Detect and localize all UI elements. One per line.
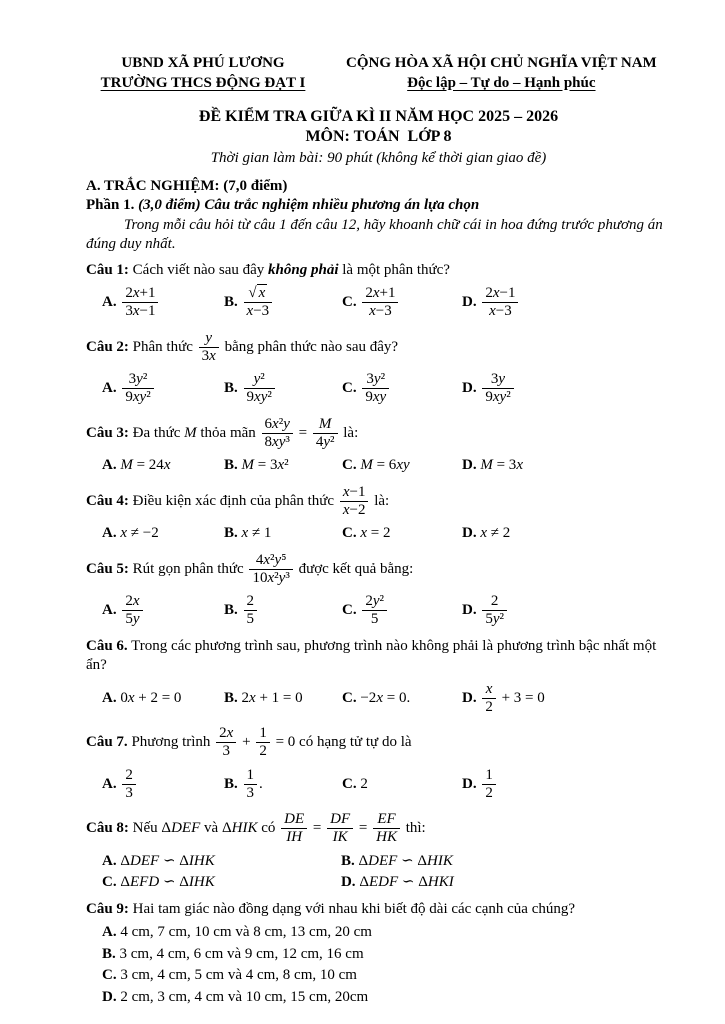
option-content: 3 cm, 4 cm, 5 cm và 4 cm, 8 cm, 10 cm bbox=[120, 967, 357, 983]
option-key: D. bbox=[462, 294, 477, 311]
option-key: D. bbox=[462, 602, 477, 619]
option-D bbox=[462, 283, 671, 323]
option-key: A. bbox=[102, 380, 117, 397]
option-key: B. bbox=[224, 689, 238, 706]
option-C bbox=[342, 688, 462, 710]
question-6 bbox=[86, 637, 671, 719]
option-key: B. bbox=[224, 294, 238, 311]
question-text bbox=[86, 329, 671, 367]
option-key: D. bbox=[462, 689, 477, 706]
option-content: ΔDEF ∽ ΔHIK bbox=[358, 852, 453, 869]
option-B bbox=[341, 851, 671, 873]
question-1 bbox=[86, 261, 671, 323]
exam-duration: Thời gian làm bài: 90 phút (không kể thời gian giao đề) bbox=[210, 150, 547, 166]
options bbox=[86, 283, 671, 323]
question-7 bbox=[86, 724, 671, 804]
option-B bbox=[224, 591, 342, 631]
option-key: B. bbox=[224, 602, 238, 619]
option-content: 2 bbox=[360, 775, 368, 792]
fraction: $\frac{2}{5}$ bbox=[244, 593, 258, 629]
option-B bbox=[224, 369, 342, 409]
question-label: Câu 9: bbox=[86, 900, 129, 917]
options bbox=[86, 369, 671, 409]
fraction: $\frac{2}{3}$ bbox=[122, 767, 136, 803]
fraction: $\frac{2x+1}{3x-1}$ bbox=[122, 285, 158, 321]
option-A bbox=[102, 591, 224, 631]
question-label: Câu 4: bbox=[86, 492, 129, 509]
part1-heading: Phần 1. (3,0 điểm) Câu trắc nghiệm nhiều phương án lựa chọn bbox=[86, 197, 480, 213]
fraction: $\frac{x-1}{x-2}$ bbox=[340, 484, 369, 520]
question-statement: Rút gọn phân thức $\frac{\text{4x²y⁵}}{\text{10x²y³}}$ được kết quả bằng: bbox=[132, 551, 414, 586]
option-key: C. bbox=[342, 294, 357, 311]
option-C bbox=[342, 283, 462, 323]
question-text bbox=[86, 810, 671, 848]
option-content bbox=[480, 285, 520, 320]
option-content: 3 cm, 4 cm, 6 cm và 9 cm, 12 cm, 16 cm bbox=[119, 945, 364, 962]
option-C bbox=[342, 369, 462, 409]
question-statement: Đa thức M thỏa mãn $\frac{\text{6x²y}}{\text{8xy³}}$ = $\frac{M}{\text{4y²}}$ là: bbox=[132, 415, 359, 450]
option-key: C. bbox=[342, 525, 357, 541]
exam-title-block bbox=[86, 107, 671, 169]
option-content: x = 2 bbox=[360, 525, 391, 541]
option-content bbox=[360, 285, 400, 320]
option-D bbox=[341, 872, 671, 894]
option-content bbox=[242, 593, 260, 628]
fraction: $\frac{\text{4x²y⁵}}{\text{10x²y³}}$ bbox=[249, 552, 292, 588]
question-text bbox=[86, 724, 671, 762]
options bbox=[86, 851, 671, 894]
option-D bbox=[462, 523, 671, 545]
fraction: $\frac{\text{3y²}}{\text{9xy²}}$ bbox=[122, 371, 153, 407]
fraction: $\frac{DF}{IK}$ bbox=[327, 811, 353, 847]
option-key: C. bbox=[102, 874, 117, 890]
exam-title: ĐỀ KIỂM TRA GIỮA KÌ II NĂM HỌC 2025 – 2026 bbox=[198, 108, 559, 125]
option-key: B. bbox=[102, 945, 116, 962]
option-content bbox=[120, 285, 160, 320]
national-header bbox=[332, 54, 671, 93]
question-8 bbox=[86, 810, 671, 894]
option-content: $\frac{x}{2}$ + 3 = 0 bbox=[480, 690, 544, 706]
question-text bbox=[86, 900, 671, 920]
option-content: ΔEDF ∽ ΔHKI bbox=[359, 874, 454, 890]
option-B bbox=[224, 283, 342, 323]
fraction: $\frac{DE}{IH}$ bbox=[281, 811, 307, 847]
option-D bbox=[462, 455, 671, 477]
option-content: x ≠ −2 bbox=[120, 525, 159, 541]
option-A bbox=[102, 765, 224, 805]
question-label: Câu 8: bbox=[86, 820, 129, 837]
options bbox=[86, 523, 671, 545]
option-key: C. bbox=[342, 380, 357, 397]
option-key: A. bbox=[102, 852, 117, 869]
option-content: 0x + 2 = 0 bbox=[120, 689, 182, 706]
school-name: TRƯỜNG THCS ĐỘNG ĐẠT I bbox=[100, 74, 306, 91]
option-content: M = 24x bbox=[120, 457, 171, 473]
question-text bbox=[86, 415, 671, 453]
option-key: A. bbox=[102, 525, 117, 541]
question-text bbox=[86, 551, 671, 589]
option-key: D. bbox=[462, 457, 477, 473]
option-content bbox=[480, 593, 509, 628]
fraction: $\frac{2x-1}{x-3}$ bbox=[482, 285, 518, 321]
question-statement: Nếu ΔDEF và ΔHIK có $\frac{DE}{IH}$ = $\frac{DF}{IK}$ = $\frac{EF}{HK}$ thì: bbox=[132, 811, 426, 846]
option-key: A. bbox=[102, 602, 117, 619]
fraction: $\frac{2x}{5y}$ bbox=[122, 593, 142, 629]
fraction: $\frac{1}{2}$ bbox=[482, 767, 496, 803]
option-key: C. bbox=[342, 457, 357, 473]
option-content bbox=[242, 285, 275, 320]
option-key: A. bbox=[102, 457, 117, 473]
option-key: C. bbox=[102, 967, 117, 983]
national-motto: Độc lập – Tự do – Hạnh phúc bbox=[407, 74, 596, 91]
question-4 bbox=[86, 483, 671, 545]
option-content: M = 3x² bbox=[241, 457, 289, 473]
option-key: C. bbox=[342, 775, 357, 792]
option-D bbox=[102, 987, 671, 1009]
question-statement: Cách viết nào sau đây không phải là một phân thức? bbox=[132, 261, 450, 278]
option-C bbox=[342, 774, 462, 796]
question-statement: Trong các phương trình sau, phương trình nào không phải là phương trình bậc nhất một ẩn? bbox=[86, 637, 657, 673]
fraction: $\frac{2x}{3}$ bbox=[216, 725, 236, 761]
option-key: B. bbox=[224, 457, 238, 473]
option-key: D. bbox=[462, 525, 477, 541]
option-B bbox=[224, 455, 342, 477]
fraction: $\frac{EF}{HK}$ bbox=[373, 811, 400, 847]
option-key: C. bbox=[342, 689, 357, 706]
option-key: D. bbox=[462, 380, 477, 397]
issuing-organization bbox=[86, 54, 320, 93]
section-a-heading: A. TRẮC NGHIỆM: (7,0 điểm) bbox=[86, 177, 288, 194]
option-A bbox=[102, 455, 224, 477]
option-content: $\frac{1}{3}$ . bbox=[242, 776, 263, 792]
option-content bbox=[120, 371, 155, 406]
option-key: A. bbox=[102, 689, 117, 706]
option-C bbox=[102, 872, 341, 894]
fraction: $\frac{1}{2}$ bbox=[256, 725, 270, 761]
exam-subject: MÔN: TOÁN LỚP 8 bbox=[305, 128, 452, 145]
option-A bbox=[102, 369, 224, 409]
option-C bbox=[342, 591, 462, 631]
option-A bbox=[102, 523, 224, 545]
question-text bbox=[86, 483, 671, 521]
square-root: √ x bbox=[248, 285, 266, 301]
question-label: Câu 7. bbox=[86, 734, 128, 751]
option-key: B. bbox=[224, 380, 238, 397]
option-key: B. bbox=[224, 525, 238, 541]
question-5 bbox=[86, 551, 671, 631]
option-key: D. bbox=[102, 988, 117, 1005]
option-A bbox=[102, 283, 224, 323]
document-header bbox=[86, 54, 671, 93]
fraction: $\frac{1}{3}$ bbox=[244, 767, 258, 803]
options bbox=[86, 591, 671, 631]
question-text bbox=[86, 637, 671, 676]
fraction: $\frac{\text{2y²}}{5}$ bbox=[362, 593, 387, 629]
option-content: ΔDEF ∽ ΔIHK bbox=[120, 852, 215, 869]
fraction: $\frac{\text{y²}}{\text{9xy²}}$ bbox=[244, 371, 275, 407]
option-A bbox=[102, 688, 224, 710]
questions-list bbox=[86, 261, 671, 1009]
question-statement: Phương trình $\frac{2x}{3}$ + $\frac{1}{2}$ = 0 có hạng tử tự do là bbox=[131, 725, 412, 760]
option-key: A. bbox=[102, 924, 117, 940]
fraction: $\frac{√ x}{x-3}$ bbox=[244, 285, 273, 321]
section-a bbox=[86, 177, 671, 255]
option-key: A. bbox=[102, 294, 117, 311]
question-text bbox=[86, 261, 671, 281]
option-B bbox=[224, 523, 342, 545]
fraction: $\frac{\text{6x²y}}{\text{8xy³}}$ bbox=[262, 416, 293, 452]
option-content bbox=[480, 371, 515, 406]
fraction: $\frac{2}{\text{5y²}}$ bbox=[482, 593, 507, 629]
option-key: B. bbox=[224, 775, 238, 792]
question-9 bbox=[86, 900, 671, 1009]
option-content bbox=[360, 593, 389, 628]
option-key: C. bbox=[342, 602, 357, 619]
options bbox=[86, 455, 671, 477]
national-title: CỘNG HÒA XÃ HỘI CHỦ NGHĨA VIỆT NAM bbox=[345, 55, 657, 71]
option-key: A. bbox=[102, 775, 117, 792]
option-content: 2 cm, 3 cm, 4 cm và 10 cm, 15 cm, 20cm bbox=[120, 988, 369, 1005]
option-C bbox=[342, 455, 462, 477]
question-2 bbox=[86, 329, 671, 409]
question-label: Câu 1: bbox=[86, 261, 129, 278]
option-content: x ≠ 1 bbox=[241, 525, 272, 541]
question-label: Câu 3: bbox=[86, 424, 129, 441]
option-key: D. bbox=[340, 874, 356, 890]
fraction: $\frac{3y}{\text{9xy²}}$ bbox=[482, 371, 513, 407]
option-A bbox=[102, 922, 671, 944]
option-B bbox=[102, 944, 671, 966]
question-statement: Phân thức $\frac{y}{3x}$ bằng phân thức nào sau đây? bbox=[132, 329, 399, 364]
option-content bbox=[360, 371, 391, 406]
option-D bbox=[462, 765, 671, 805]
fraction: $\frac{\text{3y²}}{9xy}$ bbox=[362, 371, 389, 407]
option-key: B. bbox=[340, 852, 355, 869]
fraction: $\frac{y}{3x}$ bbox=[199, 330, 219, 366]
option-B bbox=[224, 688, 342, 710]
option-content: −2x = 0. bbox=[360, 689, 411, 706]
option-content bbox=[242, 371, 277, 406]
options bbox=[86, 922, 671, 1008]
option-key: D. bbox=[462, 775, 477, 792]
question-3 bbox=[86, 415, 671, 477]
option-content: 4 cm, 7 cm, 10 cm và 8 cm, 13 cm, 20 cm bbox=[120, 924, 372, 940]
option-A bbox=[102, 851, 341, 873]
option-content: x ≠ 2 bbox=[480, 525, 511, 541]
option-content bbox=[120, 593, 144, 628]
options bbox=[86, 765, 671, 805]
option-D bbox=[462, 369, 671, 409]
fraction: $\frac{M}{\text{4y²}}$ bbox=[313, 416, 338, 452]
option-content: 2x + 1 = 0 bbox=[241, 689, 303, 706]
option-content: M = 6xy bbox=[360, 457, 410, 473]
option-content bbox=[120, 766, 138, 801]
instructions: Trong mỗi câu hỏi từ câu 1 đến câu 12, hãy khoanh chữ cái in hoa đứng trước phương án đúng duy nhất. bbox=[86, 216, 663, 252]
option-C bbox=[102, 965, 671, 987]
option-D bbox=[462, 679, 671, 719]
option-D bbox=[462, 591, 671, 631]
options bbox=[86, 679, 671, 719]
option-B bbox=[224, 765, 342, 805]
question-label: Câu 5: bbox=[86, 560, 129, 577]
org-name: UBND XÃ PHÚ LƯƠNG bbox=[121, 55, 285, 71]
question-label: Câu 6. bbox=[86, 637, 128, 654]
option-content bbox=[480, 766, 498, 801]
question-label: Câu 2: bbox=[86, 338, 129, 355]
option-content: M = 3x bbox=[480, 457, 523, 473]
question-statement: Điều kiện xác định của phân thức $\frac{x-1}{x-2}$ là: bbox=[132, 483, 390, 518]
question-statement: Hai tam giác nào đồng dạng với nhau khi biết độ dài các cạnh của chúng? bbox=[132, 900, 576, 917]
option-C bbox=[342, 523, 462, 545]
option-content: ΔEFD ∽ ΔIHK bbox=[120, 874, 215, 890]
fraction: $\frac{2x+1}{x-3}$ bbox=[362, 285, 398, 321]
fraction: $\frac{x}{2}$ bbox=[482, 681, 496, 717]
